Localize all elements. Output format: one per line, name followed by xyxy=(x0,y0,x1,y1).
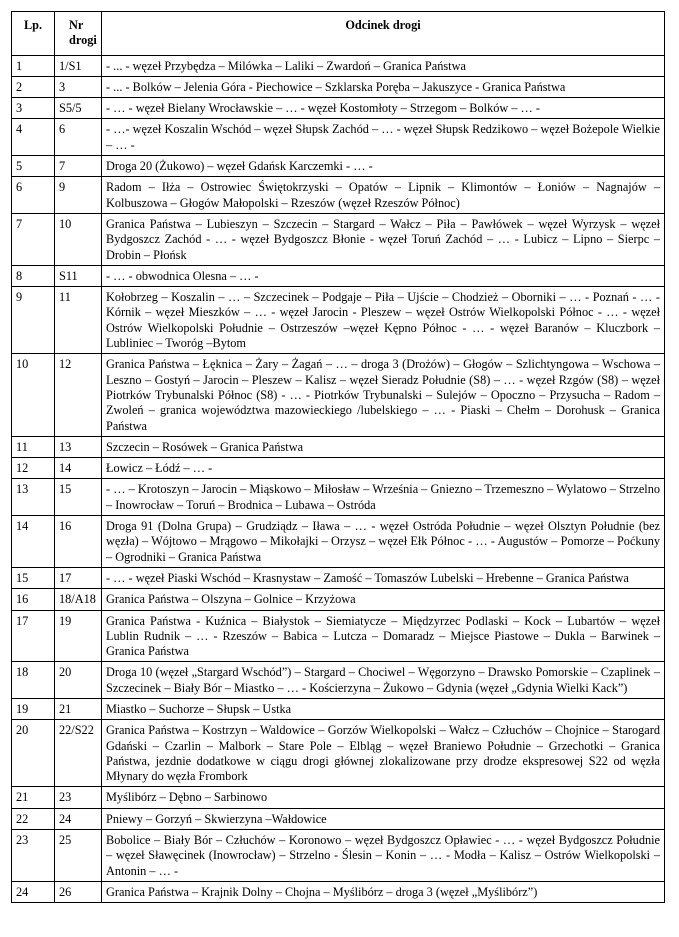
table-row xyxy=(12,119,665,156)
cell-odcinek-drogi: Łowicz – Łódź – … - xyxy=(102,458,665,479)
cell-odcinek-drogi: Kołobrzeg – Koszalin – … – Szczecinek – Podgaje – Piła – Ujście – Chodzież – Oborniki – … - Poznań - … - Kórnik – węzeł Mieszków – … - węzeł Jarocin - Pleszew – węzeł Ostrów Wielkopolski Północ - … - węzeł Ostrów Wielkopolski Południe – Ostrzeszów –węzeł Kępno Północ - … - węzeł Baranów – Kluczbork – Lubliniec – Tworóg –Bytom xyxy=(102,287,665,354)
cell-lp: 7 xyxy=(12,213,55,265)
cell-lp: 17 xyxy=(12,610,55,662)
cell-odcinek-drogi: Droga 20 (Żukowo) – węzeł Gdańsk Karczemki - … - xyxy=(102,156,665,177)
cell-nr-drogi: 12 xyxy=(55,354,102,436)
cell-lp: 22 xyxy=(12,808,55,829)
table-row xyxy=(12,55,665,76)
cell-lp: 5 xyxy=(12,156,55,177)
cell-lp: 6 xyxy=(12,177,55,214)
table-row xyxy=(12,567,665,588)
table-row xyxy=(12,76,665,97)
header-nr-line2: drogi xyxy=(69,33,97,48)
cell-lp: 9 xyxy=(12,287,55,354)
table-row xyxy=(12,436,665,457)
cell-nr-drogi: 17 xyxy=(55,567,102,588)
cell-nr-drogi: 23 xyxy=(55,787,102,808)
cell-nr-drogi: 7 xyxy=(55,156,102,177)
cell-lp: 14 xyxy=(12,516,55,568)
cell-odcinek-drogi: Pniewy – Gorzyń – Skwierzyna –Wałdowice xyxy=(102,808,665,829)
table-row xyxy=(12,287,665,354)
table-row xyxy=(12,479,665,516)
cell-nr-drogi: 3 xyxy=(55,76,102,97)
header-lp: Lp. xyxy=(12,12,55,56)
cell-lp: 4 xyxy=(12,119,55,156)
cell-lp: 23 xyxy=(12,830,55,882)
cell-lp: 2 xyxy=(12,76,55,97)
cell-nr-drogi: 14 xyxy=(55,458,102,479)
cell-nr-drogi: 20 xyxy=(55,662,102,699)
table-row xyxy=(12,265,665,286)
cell-odcinek-drogi: - … - węzeł Bielany Wrocławskie – … - węzeł Kostomłoty – Strzegom – Bolków – … - xyxy=(102,98,665,119)
table-row xyxy=(12,720,665,787)
cell-odcinek-drogi: Bobolice – Biały Bór – Człuchów – Koronowo – węzeł Bydgoszcz Opławiec - … - węzeł Bydgoszcz Południe – węzeł Sławęcinek (Inowrocław) – Strzelno - Ślesin – Konin – … - Modła – Kalisz – Ostrów Wielkopolski – Antonin – … - xyxy=(102,830,665,882)
cell-odcinek-drogi: Droga 10 (węzeł „Stargard Wschód”) – Stargard – Chociwel – Węgorzyno – Drawsko Pomorskie – Czaplinek – Szczecinek – Biały Bór – Miastko – … - Kościerzyna – Żukowo – Gdynia (węzeł „Gdynia Wielki Kack”) xyxy=(102,662,665,699)
table-body xyxy=(12,55,665,903)
table-row xyxy=(12,458,665,479)
cell-odcinek-drogi: Granica Państwa – Kostrzyn – Waldowice – Gorzów Wielkopolski – Wałcz – Człuchów – Chojnice – Starogard Gdański – Czarlin – Malbork – Stare Pole – Elbląg – węzeł Braniewo Południe – Grzechotki – Granica Państwa, jezdnie dodatkowe w ciągu drogi głównej zlokalizowane przy drodze ekspresowej S22 od węzła Młynary do węzła Frombork xyxy=(102,720,665,787)
cell-lp: 1 xyxy=(12,55,55,76)
cell-lp: 13 xyxy=(12,479,55,516)
cell-lp: 19 xyxy=(12,698,55,719)
cell-nr-drogi: 19 xyxy=(55,610,102,662)
table-row xyxy=(12,213,665,265)
cell-nr-drogi: S5/5 xyxy=(55,98,102,119)
cell-lp: 20 xyxy=(12,720,55,787)
cell-lp: 11 xyxy=(12,436,55,457)
cell-nr-drogi: 26 xyxy=(55,881,102,902)
table-row xyxy=(12,98,665,119)
cell-nr-drogi: 16 xyxy=(55,516,102,568)
cell-lp: 12 xyxy=(12,458,55,479)
road-sections-table xyxy=(11,11,665,903)
cell-nr-drogi: 25 xyxy=(55,830,102,882)
cell-nr-drogi: 21 xyxy=(55,698,102,719)
cell-lp: 3 xyxy=(12,98,55,119)
cell-odcinek-drogi: Droga 91 (Dolna Grupa) – Grudziądz – Iława – … - węzeł Ostróda Południe – węzeł Olsztyn Południe (bez węzła) – Wójtowo – Mrągowo – Mikołajki – Orzysz – węzeł Ełk Północ - … - Augustów – Pomorze – Poćkuny – Ogrodniki – Granica Państwa xyxy=(102,516,665,568)
cell-odcinek-drogi: Granica Państwa - Kuźnica – Białystok – Siemiatycze – Międzyrzec Podlaski – Kock – Lubartów – węzeł Lublin Rudnik – … - Rzeszów – Babica – Lutcza – Domaradz – Miejsce Piastowe – Dukla – Barwinek – Granica Państwa xyxy=(102,610,665,662)
table-row xyxy=(12,830,665,882)
cell-lp: 21 xyxy=(12,787,55,808)
table-row xyxy=(12,156,665,177)
cell-lp: 15 xyxy=(12,567,55,588)
table-row xyxy=(12,881,665,902)
cell-odcinek-drogi: Granica Państwa – Łęknica – Żary – Żagań – … – droga 3 (Drożów) – Głogów – Szlichtyngowa – Wschowa – Leszno – Gostyń – Jarocin – Pleszew – Kalisz – węzeł Sieradz Południe (S8) – … - węzeł Rzgów (S8) – węzeł Piotrków Trybunalski Północ (S8) - … - Piotrków Trybunalski – Sulejów – Opoczno – Przysucha – Radom – Zwoleń – granica województwa mazowieckiego /lubelskiego – … - Piaski – Chełm – Dorohusk – Granica Państwa xyxy=(102,354,665,436)
table-header xyxy=(12,12,665,56)
cell-odcinek-drogi: - … – Krotoszyn – Jarocin – Miąskowo – Miłosław – Września – Gniezno – Trzemeszno – Wylatowo – Strzelno – Inowrocław – Toruń – Brodnica – Lubawa – Ostróda xyxy=(102,479,665,516)
cell-nr-drogi: 9 xyxy=(55,177,102,214)
header-odcinek-drogi: Odcinek drogi xyxy=(102,12,665,56)
table-row xyxy=(12,354,665,436)
table-row xyxy=(12,698,665,719)
cell-nr-drogi: 11 xyxy=(55,287,102,354)
cell-lp: 8 xyxy=(12,265,55,286)
cell-nr-drogi: 24 xyxy=(55,808,102,829)
cell-odcinek-drogi: - … - obwodnica Olesna – … - xyxy=(102,265,665,286)
cell-lp: 24 xyxy=(12,881,55,902)
header-nr-line1: Nr xyxy=(69,18,84,32)
table-row xyxy=(12,177,665,214)
header-row xyxy=(12,12,665,56)
cell-nr-drogi: 15 xyxy=(55,479,102,516)
cell-nr-drogi: 10 xyxy=(55,213,102,265)
cell-lp: 18 xyxy=(12,662,55,699)
table-row xyxy=(12,662,665,699)
cell-odcinek-drogi: Granica Państwa – Lubieszyn – Szczecin – Stargard – Wałcz – Piła – Pawłówek – węzeł Wyrzysk – węzeł Bydgoszcz Zachód - … - węzeł Bydgoszcz Błonie - węzeł Toruń Zachód – … - Lubicz – Lipno – Sierpc – Drobin – Płońsk xyxy=(102,213,665,265)
header-nr-drogi xyxy=(55,12,102,56)
cell-odcinek-drogi: - … - węzeł Piaski Wschód – Krasnystaw – Zamość – Tomaszów Lubelski – Hrebenne – Granica Państwa xyxy=(102,567,665,588)
cell-odcinek-drogi: Szczecin – Rosówek – Granica Państwa xyxy=(102,436,665,457)
table-row xyxy=(12,808,665,829)
cell-odcinek-drogi: Radom – Iłża – Ostrowiec Świętokrzyski – Opatów – Lipnik – Klimontów – Łoniów – Nagnajów – Kolbuszowa – Głogów Małopolski – Rzeszów (węzeł Rzeszów Północ) xyxy=(102,177,665,214)
cell-lp: 16 xyxy=(12,589,55,610)
cell-odcinek-drogi: Miastko – Suchorze – Słupsk – Ustka xyxy=(102,698,665,719)
table-row xyxy=(12,516,665,568)
cell-odcinek-drogi: Granica Państwa – Olszyna – Golnice – Krzyżowa xyxy=(102,589,665,610)
cell-nr-drogi: 1/S1 xyxy=(55,55,102,76)
cell-nr-drogi: 18/A18 xyxy=(55,589,102,610)
table-row xyxy=(12,610,665,662)
table-row xyxy=(12,589,665,610)
cell-odcinek-drogi: Myślibórz – Dębno – Sarbinowo xyxy=(102,787,665,808)
cell-nr-drogi: 22/S22 xyxy=(55,720,102,787)
cell-odcinek-drogi: - …- węzeł Koszalin Wschód – węzeł Słupsk Zachód – … - węzeł Słupsk Redzikowo – węzeł Bożepole Wielkie – … - xyxy=(102,119,665,156)
cell-odcinek-drogi: - ... - węzeł Przybędza – Milówka – Laliki – Zwardoń – Granica Państwa xyxy=(102,55,665,76)
cell-lp: 10 xyxy=(12,354,55,436)
cell-nr-drogi: 6 xyxy=(55,119,102,156)
cell-odcinek-drogi: Granica Państwa – Krajnik Dolny – Chojna – Myślibórz – droga 3 (węzeł „Myślibórz”) xyxy=(102,881,665,902)
cell-nr-drogi: 13 xyxy=(55,436,102,457)
cell-nr-drogi: S11 xyxy=(55,265,102,286)
table-row xyxy=(12,787,665,808)
cell-odcinek-drogi: - ... - Bolków – Jelenia Góra - Piechowice – Szklarska Poręba – Jakuszyce - Granica Państwa xyxy=(102,76,665,97)
